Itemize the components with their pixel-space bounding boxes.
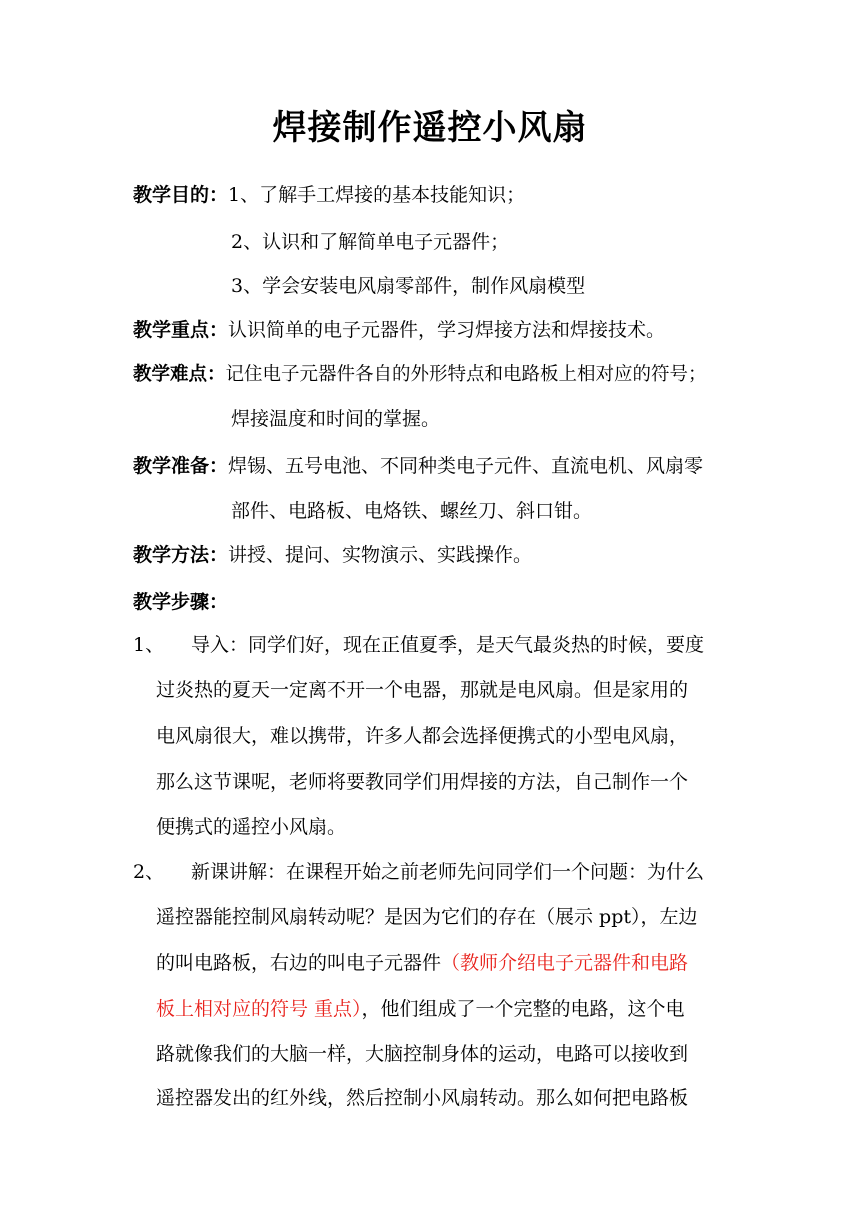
- key-points-row: [133, 316, 665, 344]
- key-points-text: 认识简单的电子元器件，学习焊接方法和焊接技术。: [228, 319, 666, 341]
- step-1-line-5: 便携式的遥控小风扇。: [156, 816, 347, 838]
- step-2-line-1: 新课讲解：在课程开始之前老师先问同学们一个问题：为什么: [191, 861, 705, 883]
- step-2-line-3: [156, 949, 688, 977]
- key-points-label: 教学重点：: [133, 319, 229, 341]
- step-2-number: 2、: [133, 861, 165, 883]
- step-2-line-2: 遥控器能控制风扇转动呢？是因为它们的存在（展示 ppt），左边: [156, 906, 698, 928]
- preparation-row: [133, 452, 703, 480]
- methods-text: 讲授、提问、实物演示、实践操作。: [228, 544, 533, 566]
- objective-item-2: 2、认识和了解简单电子元器件；: [231, 231, 510, 253]
- step-1-line-2: 过炎热的夏天一定离不开一个电器，那就是电风扇。但是家用的: [156, 679, 689, 701]
- preparation-label: 教学准备：: [133, 455, 229, 477]
- methods-row: [133, 541, 532, 569]
- steps-label-text: 教学步骤：: [133, 591, 229, 613]
- step-2-line-6: 遥控器发出的红外线，然后控制小风扇转动。那么如何把电路板: [156, 1087, 689, 1109]
- step-1-line-4: 那么这节课呢，老师将要教同学们用焊接的方法，自己制作一个: [156, 771, 689, 793]
- step-1-line-1: 导入：同学们好，现在正值夏季，是天气最炎热的时候，要度: [191, 634, 705, 656]
- step-1-line-3: 电风扇很大，难以携带，许多人都会选择便携式的小型电风扇，: [156, 725, 689, 747]
- objective-item-1: 1、了解手工焊接的基本技能知识；: [228, 184, 526, 206]
- step-2-line-4: [156, 995, 685, 1023]
- difficulties-line-1: 记住电子元器件各自的外形特点和电路板上相对应的符号；: [225, 364, 707, 385]
- objectives-label: 教学目的：: [133, 184, 229, 206]
- difficulties-line-2: 焊接温度和时间的掌握。: [231, 408, 441, 430]
- step-2-line-3-text: 的叫电路板，右边的叫电子元器件: [156, 952, 442, 974]
- step-2-line-5: 路就像我们的大脑一样，大脑控制身体的运动，电路可以接收到: [156, 1043, 689, 1065]
- preparation-line-1: 焊锡、五号电池、不同种类电子元件、直流电机、风扇零: [228, 455, 704, 477]
- objective-item-3: 3、学会安装电风扇零部件，制作风扇模型: [231, 275, 586, 297]
- methods-label: 教学方法：: [133, 544, 229, 566]
- difficulties-row: [133, 361, 707, 389]
- step-2-line-4-text: ，他们组成了一个完整的电路，这个电: [361, 998, 685, 1020]
- step-1-number: 1、: [133, 634, 165, 656]
- objectives-row: [133, 181, 525, 209]
- preparation-line-2: 部件、电路板、电烙铁、螺丝刀、斜口钳。: [231, 500, 593, 522]
- teacher-note-highlight: （教师介绍电子元器件和电路: [441, 952, 689, 974]
- steps-label: [133, 588, 228, 616]
- document-title: 焊接制作遥控小风扇: [272, 108, 588, 148]
- teacher-note-highlight-cont: 板上相对应的符号 重点）: [156, 998, 362, 1020]
- difficulties-label: 教学难点：: [133, 364, 226, 385]
